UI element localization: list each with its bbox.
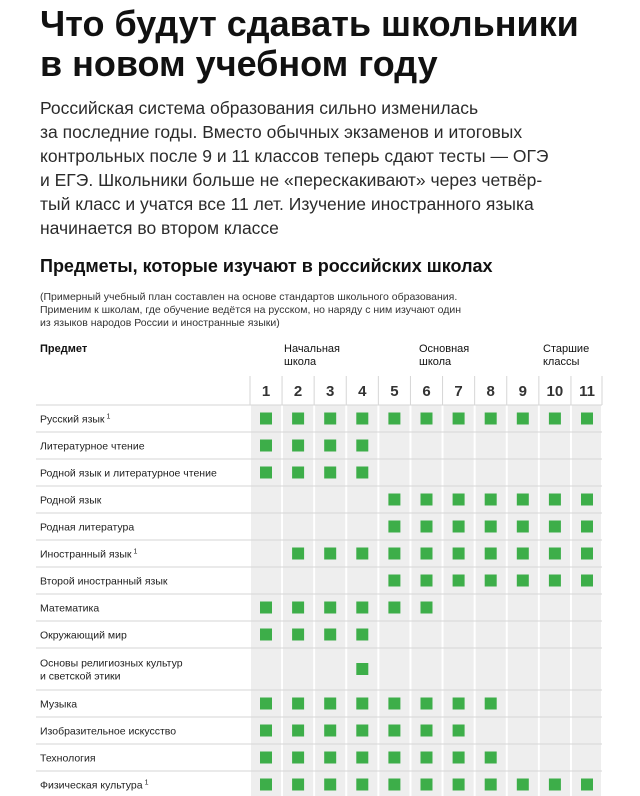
subject-label: Русский язык $^1$ [40, 413, 111, 426]
grade-number: 5 [390, 383, 399, 400]
group-header-line: школа [419, 356, 452, 368]
subject-mark [292, 413, 304, 425]
subject-mark [292, 779, 304, 791]
subject-label: и светской этики [40, 670, 121, 683]
subject-label: Иностранный язык $^1$ [40, 548, 138, 561]
grade-number: 10 [546, 383, 564, 400]
subject-mark [421, 779, 433, 791]
subject-mark [388, 548, 400, 560]
subject-mark [324, 725, 336, 737]
subject-label: Математика [40, 602, 100, 615]
subject-mark [388, 698, 400, 710]
subject-mark [517, 779, 529, 791]
subject-mark [292, 725, 304, 737]
subject-mark [453, 779, 465, 791]
subject-mark [549, 494, 561, 506]
subject-mark [388, 494, 400, 506]
subject-label: Технология [40, 752, 96, 765]
intro-line: и ЕГЭ. Школьники больше не «перескакивают» через четвёр- [40, 170, 543, 190]
section-title: Предметы, которые изучают в российских школах [40, 256, 493, 276]
subject-mark [453, 725, 465, 737]
note-line: из языков народов России и иностранные языки) [40, 317, 280, 329]
subject-mark [324, 467, 336, 479]
grade-number: 8 [486, 383, 495, 400]
title-line: Что будут сдавать школьники [40, 3, 579, 44]
subject-mark [421, 752, 433, 764]
subject-mark [549, 548, 561, 560]
subject-mark [324, 602, 336, 614]
group-header-line: классы [543, 356, 580, 368]
subject-mark [292, 602, 304, 614]
subject-mark [356, 440, 368, 452]
subject-mark [324, 698, 336, 710]
subject-mark [581, 548, 593, 560]
subject-label: Музыка [40, 698, 78, 711]
subject-mark [260, 779, 272, 791]
group-header-line: школа [284, 356, 317, 368]
subject-label: Второй иностранный язык [40, 575, 168, 588]
subject-mark [388, 413, 400, 425]
subject-label: Родной язык [40, 494, 102, 507]
subject-mark [388, 779, 400, 791]
subject-mark [324, 752, 336, 764]
grade-number: 1 [261, 383, 271, 400]
subject-mark [324, 629, 336, 641]
subject-mark [421, 494, 433, 506]
subject-mark [421, 725, 433, 737]
subject-mark [453, 494, 465, 506]
subject-label: Родной язык и литературное чтение [40, 467, 217, 480]
subject-mark [485, 752, 497, 764]
subject-mark [485, 548, 497, 560]
subject-mark [324, 548, 336, 560]
subject-label: Литературное чтение [40, 440, 145, 453]
subject-mark [292, 698, 304, 710]
subject-mark [421, 548, 433, 560]
subject-mark [421, 698, 433, 710]
subject-mark [485, 494, 497, 506]
subject-mark [260, 752, 272, 764]
subject-mark [292, 752, 304, 764]
subject-mark [517, 413, 529, 425]
group-header-line: Старшие [543, 343, 590, 355]
grade-number: 11 [579, 383, 595, 400]
subject-mark [356, 725, 368, 737]
subject-mark [260, 467, 272, 479]
subject-mark [388, 575, 400, 587]
subject-mark [356, 548, 368, 560]
subject-mark [356, 467, 368, 479]
subject-mark [549, 413, 561, 425]
subject-mark [421, 521, 433, 533]
subject-mark [453, 575, 465, 587]
group-header-line: Начальная [284, 343, 340, 355]
subject-mark [324, 440, 336, 452]
subject-mark [517, 494, 529, 506]
subject-mark [453, 752, 465, 764]
row-band [250, 649, 602, 690]
subject-mark [356, 779, 368, 791]
subject-mark [292, 629, 304, 641]
group-header-line: Основная [419, 343, 470, 355]
subject-mark [549, 575, 561, 587]
subject-mark [260, 440, 272, 452]
subject-mark [581, 413, 593, 425]
subject-mark [581, 575, 593, 587]
subject-mark [485, 698, 497, 710]
note-line: (Примерный учебный план составлен на основе стандартов школьного образования. [40, 291, 458, 303]
subject-mark [453, 698, 465, 710]
grade-number: 3 [326, 383, 335, 400]
subject-mark [485, 779, 497, 791]
subject-mark [356, 698, 368, 710]
intro-line: за последние годы. Вместо обычных экзаменов и итоговых [40, 122, 523, 142]
grade-number: 7 [454, 383, 463, 400]
subject-mark [388, 521, 400, 533]
subject-mark [292, 440, 304, 452]
subject-mark [260, 413, 272, 425]
subject-mark [260, 725, 272, 737]
subject-mark [388, 602, 400, 614]
subject-mark [421, 575, 433, 587]
intro-line: Российская система образования сильно изменилась [40, 98, 479, 118]
subject-mark [517, 521, 529, 533]
title-line: в новом учебном году [40, 43, 438, 84]
subject-mark [549, 779, 561, 791]
subject-mark [485, 413, 497, 425]
subject-mark [581, 521, 593, 533]
subject-mark [581, 779, 593, 791]
intro-line: начинается во втором классе [40, 218, 279, 238]
subject-label: Родная литература [40, 521, 135, 534]
subject-mark [388, 725, 400, 737]
subject-mark [324, 413, 336, 425]
subject-label: Окружающий мир [40, 629, 127, 642]
subject-mark [517, 548, 529, 560]
subject-column-header: Предмет [40, 343, 88, 355]
grade-number: 9 [518, 383, 527, 400]
subject-mark [388, 752, 400, 764]
subject-label: Физическая культура $^1$ [40, 779, 149, 792]
subject-mark [356, 663, 368, 675]
subject-mark [485, 575, 497, 587]
subject-mark [421, 413, 433, 425]
subject-mark [260, 629, 272, 641]
subject-mark [453, 548, 465, 560]
subject-mark [260, 602, 272, 614]
subject-mark [356, 413, 368, 425]
subject-mark [549, 521, 561, 533]
subject-mark [421, 602, 433, 614]
grade-number: 6 [422, 383, 431, 400]
grade-number: 2 [293, 383, 303, 400]
subject-label: Основы религиозных культур [40, 657, 183, 670]
intro-line: тый класс и учатся все 11 лет. Изучение иностранного языка [40, 194, 534, 214]
subject-mark [356, 629, 368, 641]
subject-mark [356, 602, 368, 614]
subject-mark [292, 548, 304, 560]
subject-mark [356, 752, 368, 764]
subject-mark [324, 779, 336, 791]
subject-mark [292, 467, 304, 479]
note-line: Применим к школам, где обучение ведётся на русском, но наряду с ним изучают один [40, 304, 462, 316]
subject-mark [260, 698, 272, 710]
subject-mark [453, 413, 465, 425]
subject-mark [581, 494, 593, 506]
grade-number: 4 [358, 383, 367, 400]
subject-mark [517, 575, 529, 587]
subject-mark [453, 521, 465, 533]
intro-line: контрольных после 9 и 11 классов теперь сдают тесты — ОГЭ [40, 146, 549, 166]
subject-label: Изобразительное искусство [40, 725, 177, 738]
subject-mark [485, 521, 497, 533]
